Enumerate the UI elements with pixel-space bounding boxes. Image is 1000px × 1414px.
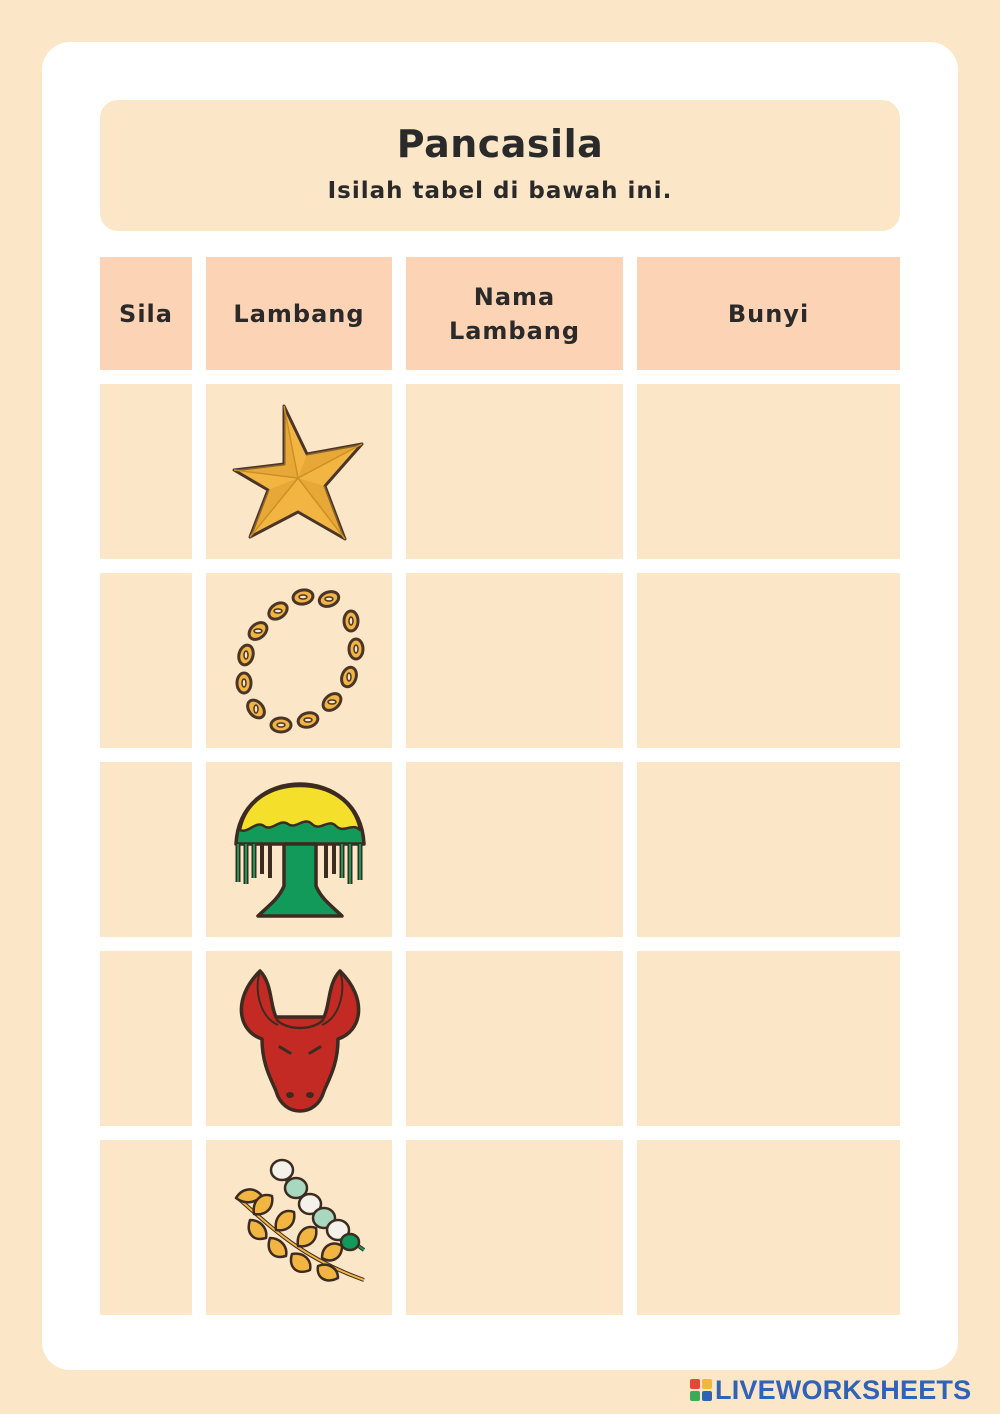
lambang-cell-4 (206, 951, 392, 1126)
sila-cell-3[interactable] (100, 762, 192, 937)
lambang-cell-1 (206, 384, 392, 559)
chain-icon (234, 585, 368, 737)
worksheet-header (100, 100, 900, 231)
rice-and-cotton-icon (232, 1158, 372, 1288)
liveworksheets-brand-text: LIVEWORKSHEETS (715, 1374, 972, 1405)
sila-cell-4[interactable] (100, 951, 192, 1126)
nama-lambang-cell-1[interactable] (406, 384, 623, 559)
lambang-cell-3 (206, 762, 392, 937)
bunyi-cell-5[interactable] (637, 1140, 900, 1315)
column-header-sila: Sila (100, 257, 192, 370)
worksheet-instructions: Isilah tabel di bawah ini. (327, 178, 673, 204)
nama-lambang-cell-5[interactable] (406, 1140, 623, 1315)
liveworksheets-logo-icon (690, 1379, 712, 1401)
nama-lambang-cell-2[interactable] (406, 573, 623, 748)
worksheet-title: Pancasila (396, 122, 604, 166)
bunyi-cell-2[interactable] (637, 573, 900, 748)
sila-cell-2[interactable] (100, 573, 192, 748)
star-icon (230, 402, 370, 544)
bunyi-cell-3[interactable] (637, 762, 900, 937)
nama-lambang-cell-4[interactable] (406, 951, 623, 1126)
lambang-cell-5 (206, 1140, 392, 1315)
column-header-nama-lambang: Nama Lambang (406, 257, 623, 370)
nama-lambang-cell-3[interactable] (406, 762, 623, 937)
bunyi-cell-1[interactable] (637, 384, 900, 559)
liveworksheets-logo[interactable] (690, 1374, 971, 1406)
sila-cell-5[interactable] (100, 1140, 192, 1315)
column-header-bunyi: Bunyi (637, 257, 900, 370)
banyan-tree-icon (232, 782, 368, 922)
column-header-lambang: Lambang (206, 257, 392, 370)
lambang-cell-2 (206, 573, 392, 748)
bull-head-icon (232, 969, 368, 1115)
sila-cell-1[interactable] (100, 384, 192, 559)
bunyi-cell-4[interactable] (637, 951, 900, 1126)
